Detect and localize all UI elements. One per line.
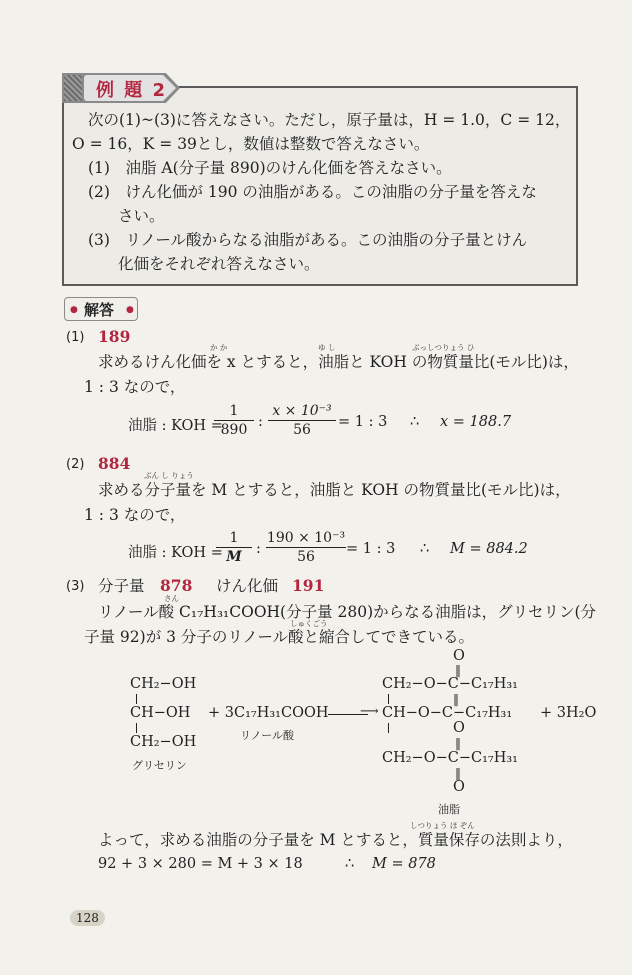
a3-text-1: リノール酸 C₁₇H₃₁COOH(分子量 280)からなる油脂は，グリセリン(分 bbox=[98, 603, 597, 621]
glycerin-bond-1 bbox=[136, 694, 137, 704]
glycerin-line-2: CH−OH bbox=[130, 705, 191, 721]
a3-value-1: 878 bbox=[160, 576, 193, 595]
a2-text-2: 1 : 3 なので， bbox=[84, 506, 186, 524]
a1-ruby-kaka: か か bbox=[210, 343, 228, 352]
a2-colon: : bbox=[256, 541, 261, 557]
product-oxygen-1: O bbox=[453, 648, 465, 664]
a1-eq-left: 油脂 : KOH = bbox=[128, 418, 223, 434]
a1-fraction-2 bbox=[268, 403, 336, 438]
product-oxygen-2: O bbox=[453, 720, 465, 736]
acid-name: リノール酸 bbox=[240, 729, 295, 742]
product-line-2: CH−O−C−C₁₇H₃₁ bbox=[382, 705, 513, 721]
problem-label: 例 題 2 bbox=[96, 80, 168, 101]
a1-number: (1) bbox=[66, 330, 85, 345]
a2-value: 884 bbox=[98, 454, 131, 473]
problem-line-2: O = 16，K = 39とし，数値は整数で答えなさい。 bbox=[72, 135, 430, 153]
product-line-1: CH₂−O−C−C₁₇H₃₁ bbox=[382, 676, 518, 692]
problem-line-1: 次の(1)~(3)に答えなさい。ただし，原子量は，H = 1.0，C = 12， bbox=[88, 111, 571, 129]
a3-ruby-shukugou: しゅくごう bbox=[290, 619, 328, 628]
answer-bullet-left: ● bbox=[70, 305, 78, 315]
a3-ruby-san: さん bbox=[164, 594, 179, 603]
a1-eq-right: = 1 : 3 bbox=[338, 414, 388, 430]
a1-ruby-yushi: ゆ し bbox=[318, 343, 336, 352]
a3-label-2: けん化価 bbox=[216, 577, 279, 595]
a3-ruby-shitsuryou: しつりょう ほ ぞん bbox=[410, 821, 475, 830]
a1-value: 189 bbox=[98, 327, 131, 346]
a1-f1-num: 1 bbox=[229, 403, 239, 419]
a3-number: (3) bbox=[66, 579, 85, 594]
problem-line-3: (1) 油脂 A(分子量 890)のけん化価を答えなさい。 bbox=[88, 159, 452, 177]
a1-f2-num: x × 10⁻³ bbox=[272, 403, 332, 419]
problem-line-6: (3) リノール酸からなる油脂がある。この油脂の分子量とけん bbox=[88, 231, 528, 249]
a3-result: M = 878 bbox=[372, 856, 436, 872]
product-oxygen-3: O bbox=[453, 779, 465, 795]
product-double-bond-1: ‖ bbox=[455, 663, 461, 677]
a1-result: x = 188.7 bbox=[440, 414, 512, 430]
product-bond-2 bbox=[388, 723, 389, 733]
a2-text-1: 求める分子量を M とすると，油脂と KOH の物質量比(モル比)は， bbox=[98, 481, 571, 499]
a3-value-2: 191 bbox=[292, 576, 325, 595]
product-double-bond-3: ‖ bbox=[455, 736, 461, 750]
problem-line-7: 化価をそれぞれ答えなさい。 bbox=[118, 255, 320, 273]
a3-therefore: ∴ bbox=[345, 856, 355, 872]
a2-f1-den: M bbox=[226, 549, 242, 565]
a3-text-3: よって，求める油脂の分子量を M とすると，質量保存の法則より， bbox=[98, 831, 573, 849]
a2-eq-right: = 1 : 3 bbox=[346, 541, 396, 557]
problem-line-4: (2) けん化価が 190 の油脂がある。この油脂の分子量を答えな bbox=[88, 183, 537, 201]
a1-therefore: ∴ bbox=[410, 414, 420, 430]
glycerin-line-1: CH₂−OH bbox=[130, 676, 197, 692]
problem-tab-hatch bbox=[64, 75, 82, 101]
a2-f2-num: 190 × 10⁻³ bbox=[266, 530, 346, 546]
product-bond-1 bbox=[388, 694, 389, 704]
a2-fraction-2 bbox=[266, 530, 346, 565]
a2-therefore: ∴ bbox=[420, 541, 430, 557]
reactant-acid: + 3C₁₇H₃₁COOH bbox=[208, 705, 329, 721]
answer-bullet-right: ● bbox=[126, 305, 134, 315]
a3-label-1: 分子量 bbox=[98, 577, 145, 595]
glycerin-line-3: CH₂−OH bbox=[130, 734, 197, 750]
product-name: 油脂 bbox=[438, 803, 460, 816]
a3-equation: 92 + 3 × 280 = M + 3 × 18 bbox=[98, 856, 303, 872]
product-double-bond-2: ‖ bbox=[453, 692, 459, 706]
a1-f1-den: 890 bbox=[220, 422, 248, 438]
problem-line-5: さい。 bbox=[118, 207, 165, 225]
glycerin-bond-2 bbox=[136, 723, 137, 733]
glycerin-name: グリセリン bbox=[132, 759, 187, 772]
a1-text-2: 1 : 3 なので， bbox=[84, 378, 186, 396]
a1-ruby-busshitsu: ぶっしつりょう ひ bbox=[412, 343, 475, 352]
a1-f2-den: 56 bbox=[293, 422, 311, 438]
a2-number: (2) bbox=[66, 457, 85, 472]
a2-ruby-bunshi: ぶん し りょう bbox=[144, 471, 194, 480]
answer-label: 解答 bbox=[84, 301, 115, 319]
reaction-arrow: ⟶ bbox=[360, 704, 379, 719]
product-line-3: CH₂−O−C−C₁₇H₃₁ bbox=[382, 750, 518, 766]
a1-colon: : bbox=[258, 414, 263, 430]
a2-f1-num: 1 bbox=[229, 530, 239, 546]
a1-text-1: 求めるけん化価を x とすると，油脂と KOH の物質量比(モル比)は， bbox=[98, 353, 579, 371]
page-number: 128 bbox=[70, 910, 105, 926]
a3-text-2: 子量 92)が 3 分子のリノール酸と縮合してできている。 bbox=[84, 628, 475, 646]
a2-result: M = 884.2 bbox=[450, 541, 528, 557]
a2-fraction-1 bbox=[216, 530, 252, 565]
product-double-bond-4: ‖ bbox=[455, 766, 461, 780]
a1-fraction-1 bbox=[214, 403, 254, 438]
a2-eq-left: 油脂 : KOH = bbox=[128, 545, 223, 561]
a2-f2-den: 56 bbox=[297, 549, 315, 565]
product-water: + 3H₂O bbox=[540, 705, 597, 721]
